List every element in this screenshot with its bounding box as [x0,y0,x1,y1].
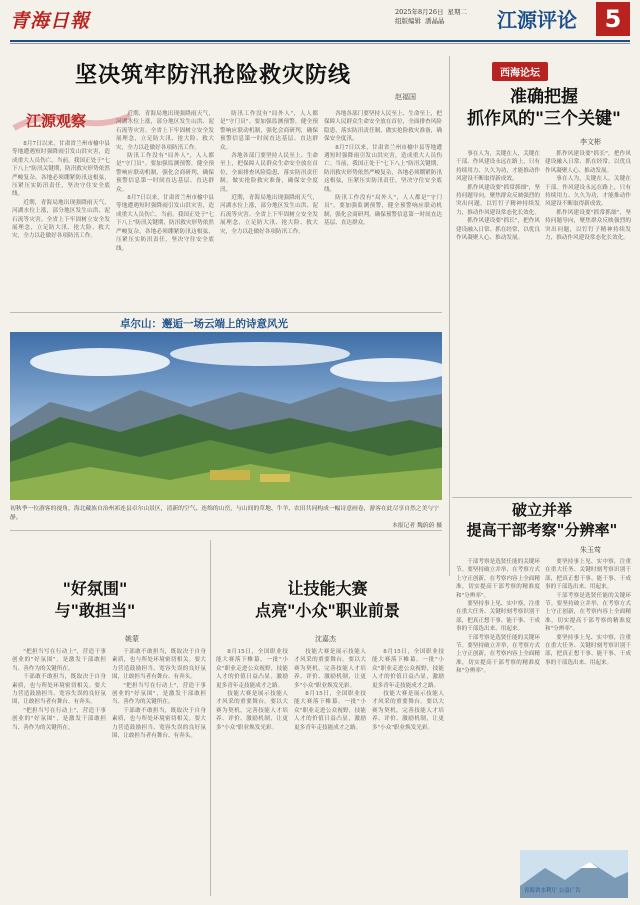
article-haofenwei-title-line1: "好氛围" [62,579,128,598]
lead-paragraph: 近期，青海局地出现强降雨天气，河湖水位上涨，部分地区发生山洪、泥石流等灾害。全省上下牢固树立安全发展理念，立足防大汛、抢大险、救大灾，全力以赴做好各项防汛工作。 [220,195,318,235]
article-jineng-paragraph: 8月15日，全国职业技能大赛落下帷幕。一批"小众"职业走进公众视野，技能人才的价值日益凸显，激励更多青年走技能成才之路。 [372,649,444,689]
article-jineng-paragraph: 技能大赛是展示技能人才风采的重要舞台。要以大赛为契机，完善技能人才培养、评价、激励机制，让更多"小众"职业焕发光彩。 [372,691,444,731]
issue-date: 2025年8月26日 [395,8,444,16]
article-jineng-paragraph: 技能大赛是展示技能人才风采的重要舞台。要以大赛为契机，完善技能人才培养、评价、激励机制，让更多"小众"职业焕发光彩。 [216,691,288,731]
article-haofenwei-paragraph: 干部敢不敢担当，既取决于自身素质，也与所处环境密切相关。要大力营造鼓励担当、宽容失误的良好氛围，让敢担当者有舞台、有奔头。 [12,674,106,706]
lead-paragraph: 各地各部门要坚持人民至上、生命至上，把保障人民群众生命安全放在首位，全面排查风险隐患，落实防汛责任制，做实抢险救灾准备，确保安全度汛。 [220,153,318,193]
article-jineng-paragraph: 8月15日，全国职业技能大赛落下帷幕。一批"小众"职业走进公众视野，技能人才的价值日益凸显，激励更多青年走技能成才之路。 [216,649,288,689]
lead-paragraph: 近期，青海局地出现强降雨天气，河湖水位上涨，部分地区发生山洪、泥石流等灾害。全省上下牢固树立安全发展理念，立足防大汛、抢大险、救大灾，全力以赴做好各项防汛工作。 [116,111,214,151]
photo-caption-text: 初秋季一位游客的视角，海北藏族自治州祁连县卓尔山景区，清新的空气、连绵的山峦，与山间的草地、牛羊、农田共同构成一幅诗意画卷，游客在此尽享自然之美与宁静。 [10,506,439,521]
article-haofenwei-paragraph: "把担当写在行动上"，营造干事创业的"好氛围"，是激发干部敢担当、善作为的关键所在。 [12,649,106,672]
sidebar-title2-line1: 破立并举 [511,501,572,519]
sidebar2-paragraph: 干部考察是选贤任能的关键环节。要坚持破立并举，在考察方式上守正创新，在考察内容上全面精准，切实提高干部考察的精准度和"分辨率"。 [456,634,540,675]
bottom-divider [210,540,211,896]
lower-rule [10,530,442,531]
public-service-ad [520,850,628,898]
article-jineng-column-3 [372,648,444,896]
article-haofenwei-paragraph: "把担当写在行动上"，营造干事创业的"好氛围"，是激发干部敢担当、善作为的关键所在。 [12,707,106,731]
article-haofenwei-title-line2: 与"敢担当" [54,601,136,620]
masthead [0,0,640,46]
lead-headline: 坚决筑牢防汛抢险救灾防线 [75,62,352,88]
sidebar-title-line1: 准确把握 [510,87,578,107]
lead-paragraph: 8月7日以来，甘肃省兰州市榆中县等地遭遇短时强降雨引发山洪灾害，造成重大人员伤亡。当前，我国正处于"七下八上"防汛关键期，防汛救灾形势依然严峻复杂，各地必须绷紧防汛这根弦，压紧压实防汛责任，坚决守住安全底线。 [12,141,110,198]
lead-byline: 赵福国 [395,93,416,101]
lead-label-box [12,108,132,132]
landscape-photo [10,332,442,500]
sidebar-paragraph: 抓作风建设要"抓长"，把作风建设融入日常、抓在经常，以优良作风凝聚人心、推动发展。 [545,151,631,174]
sidebar-paragraph: 事在人为，关键在人，关键在干部。作风建设永远在路上，只有持续用力、久久为功，才能推动作风建设不断取得新成效。 [456,151,540,183]
article-haofenwei-paragraph: "把担当写在行动上"，营造干事创业的"好氛围"，是激发干部敢担当、善作为的关键所在。 [112,682,206,706]
editor-label: 组版编辑 [395,17,421,25]
lead-column-1 [12,140,110,310]
sidebar2-column-1 [456,558,540,848]
sidebar-title2-line2: 提高干部考察"分辨率" [466,521,618,539]
page-number: 5 [596,2,630,36]
sidebar-paragraph: 抓作风建设要"抓长"，把作风建设融入日常、抓在经常，以优良作风凝聚人心、推动发展。 [456,218,540,242]
lead-column-2 [116,110,214,310]
sidebar-title-2 [452,500,632,540]
issue-weekday: 星期二 [447,8,467,16]
sidebar2-column-2 [545,558,631,848]
photo-caption [10,505,442,531]
sidebar2-paragraph: 干部考察是选贤任能的关键环节。要坚持破立并举，在考察方式上守正创新，在考察内容上全面精准，切实提高干部考察的精准度和"分辨率"。 [545,592,631,633]
article-jineng-byline: 沈嘉杰 [315,635,336,643]
article-jineng-column-1 [216,648,288,896]
sidebar2-paragraph: 要坚持事上见、实中察，注重在重大任务、关键时刻考察识别干部，把真正想干事、能干事、干成事的干部选出来、用起来。 [545,559,631,591]
sidebar-tag: 西海论坛 [492,62,548,81]
masthead-rule [10,40,630,42]
masthead-rule-thin [10,43,630,44]
lead-column-3 [220,110,318,310]
article-jineng-column-2 [294,648,366,896]
article-haofenwei-paragraph: 干部敢不敢担当，既取决于自身素质，也与所处环境密切相关。要大力营造鼓励担当、宽容失误的良好氛围，让敢担当者有舞台、有奔头。 [112,707,206,740]
sidebar-title [456,86,632,130]
sidebar-paragraph: 事在人为，关键在人，关键在干部。作风建设永远在路上，只有持续用力、久久为功，才能推动作风建设不断取得新成效。 [545,176,631,208]
lead-paragraph: 近期，青海局地出现强降雨天气，河湖水位上涨，部分地区发生山洪、泥石流等灾害。全省上下牢固树立安全发展理念，立足防大汛、抢大险、救大灾，全力以赴做好各项防汛工作。 [12,199,110,240]
dateline [395,8,471,26]
article-jineng-title-line1: 让技能大赛 [287,579,368,598]
sidebar2-paragraph: 要坚持事上见、实中察，注重在重大任务、关键时刻考察识别干部，把真正想干事、能干事、干成事的干部选出来、用起来。 [545,634,631,666]
sidebar-paragraph: 抓作风建设要"抓常抓细"，坚持问题导向，聚焦群众反映强烈的突出问题，以钉钉子精神持续发力，推动作风建设常态化长效化。 [456,184,540,216]
newspaper-logo: 青海日報 [10,10,91,32]
article-haofenwei-column-2 [112,648,206,896]
lead-paragraph: 防汛工作没有"局外人"，人人都是"守门员"。要加强监测预警，健全预警响应联动机制，强化会商研判，确保预警信息第一时间直达基层、直达群众。 [116,153,214,193]
article-haofenwei-paragraph: 干部敢不敢担当，既取决于自身素质，也与所处环境密切相关。要大力营造鼓励担当、宽容失误的良好氛围，让敢担当者有舞台、有奔头。 [112,649,206,681]
section-title: 江源评论 [497,8,577,32]
sidebar-title-line2: 抓作风的"三个关键" [467,109,621,129]
article-haofenwei-title [40,578,150,622]
photo-title: 卓尔山：邂逅一场云端上的诗意风光 [120,318,288,330]
mountain-landscape-icon [10,332,442,500]
article-haofenwei-column-1 [12,648,106,896]
lead-paragraph: 防汛工作没有"局外人"，人人都是"守门员"。要加强监测预警，健全预警响应联动机制，强化会商研判，确保预警信息第一时间直达基层、直达群众。 [220,111,318,151]
sidebar-byline: 李文彬 [580,138,601,146]
lead-paragraph: 各地各部门要坚持人民至上、生命至上，把保障人民群众生命安全放在首位，全面排查风险隐患，落实防汛责任制，做实抢险救灾准备，确保安全度汛。 [324,111,442,143]
sidebar2-paragraph: 要坚持事上见、实中察，注重在重大任务、关键时刻考察识别干部，把真正想干事、能干事、干成事的干部选出来、用起来。 [456,601,540,633]
sidebar-paragraph: 抓作风建设要"抓常抓细"，坚持问题导向，聚焦群众反映强烈的突出问题，以钉钉子精神持续发力，推动作风建设常态化长效化。 [545,209,631,242]
sidebar-column-2 [545,150,631,495]
lead-column-4 [324,110,442,310]
sidebar-byline-2: 朱玉莺 [580,546,601,554]
lead-section-label: 江源观察 [26,112,87,130]
column-divider [449,56,450,576]
article-jineng-paragraph: 技能大赛是展示技能人才风采的重要舞台。要以大赛为契机，完善技能人才培养、评价、激励机制，让更多"小众"职业焕发光彩。 [294,649,366,689]
article-jineng-title-line2: 点亮"小众"职业前景 [255,601,400,620]
editor-name: 潘晶晶 [425,17,445,25]
sidebar-column-1 [456,150,540,495]
article-jineng-paragraph: 8月15日，全国职业技能大赛落下帷幕。一批"小众"职业走进公众视野，技能人才的价值日益凸显，激励更多青年走技能成才之路。 [294,691,366,731]
lead-paragraph: 8月7日以来，甘肃省兰州市榆中县等地遭遇短时强降雨引发山洪灾害，造成重大人员伤亡。当前，我国正处于"七下八上"防汛关键期，防汛救灾形势依然严峻复杂，各地必须绷紧防汛这根弦，压紧压实防汛责任，坚决守住安全底线。 [116,195,214,252]
lead-paragraph: 防汛工作没有"局外人"，人人都是"守门员"。要加强监测预警，健全预警响应联动机制，强化会商研判，确保预警信息第一时间直达基层、直达群众。 [324,195,442,227]
sidebar-divider [452,497,632,498]
ad-label: 青海省水利厅 公益广告 [524,888,581,894]
article-jineng-title [215,578,440,622]
lead-paragraph: 8月7日以来，甘肃省兰州市榆中县等地遭遇短时强降雨引发山洪灾害，造成重大人员伤亡。当前，我国正处于"七下八上"防汛关键期，防汛救灾形势依然严峻复杂，各地必须绷紧防汛这根弦，压紧压实防汛责任，坚决守住安全底线。 [324,144,442,193]
photo-credit: 本报记者 魏蔚蔚 摄 [391,523,442,529]
photo-top-rule [10,312,442,313]
article-haofenwei-byline: 姚蒙 [125,635,139,643]
sidebar2-paragraph: 干部考察是选贤任能的关键环节。要坚持破立并举，在考察方式上守正创新，在考察内容上全面精准，切实提高干部考察的精准度和"分辨率"。 [456,559,540,599]
